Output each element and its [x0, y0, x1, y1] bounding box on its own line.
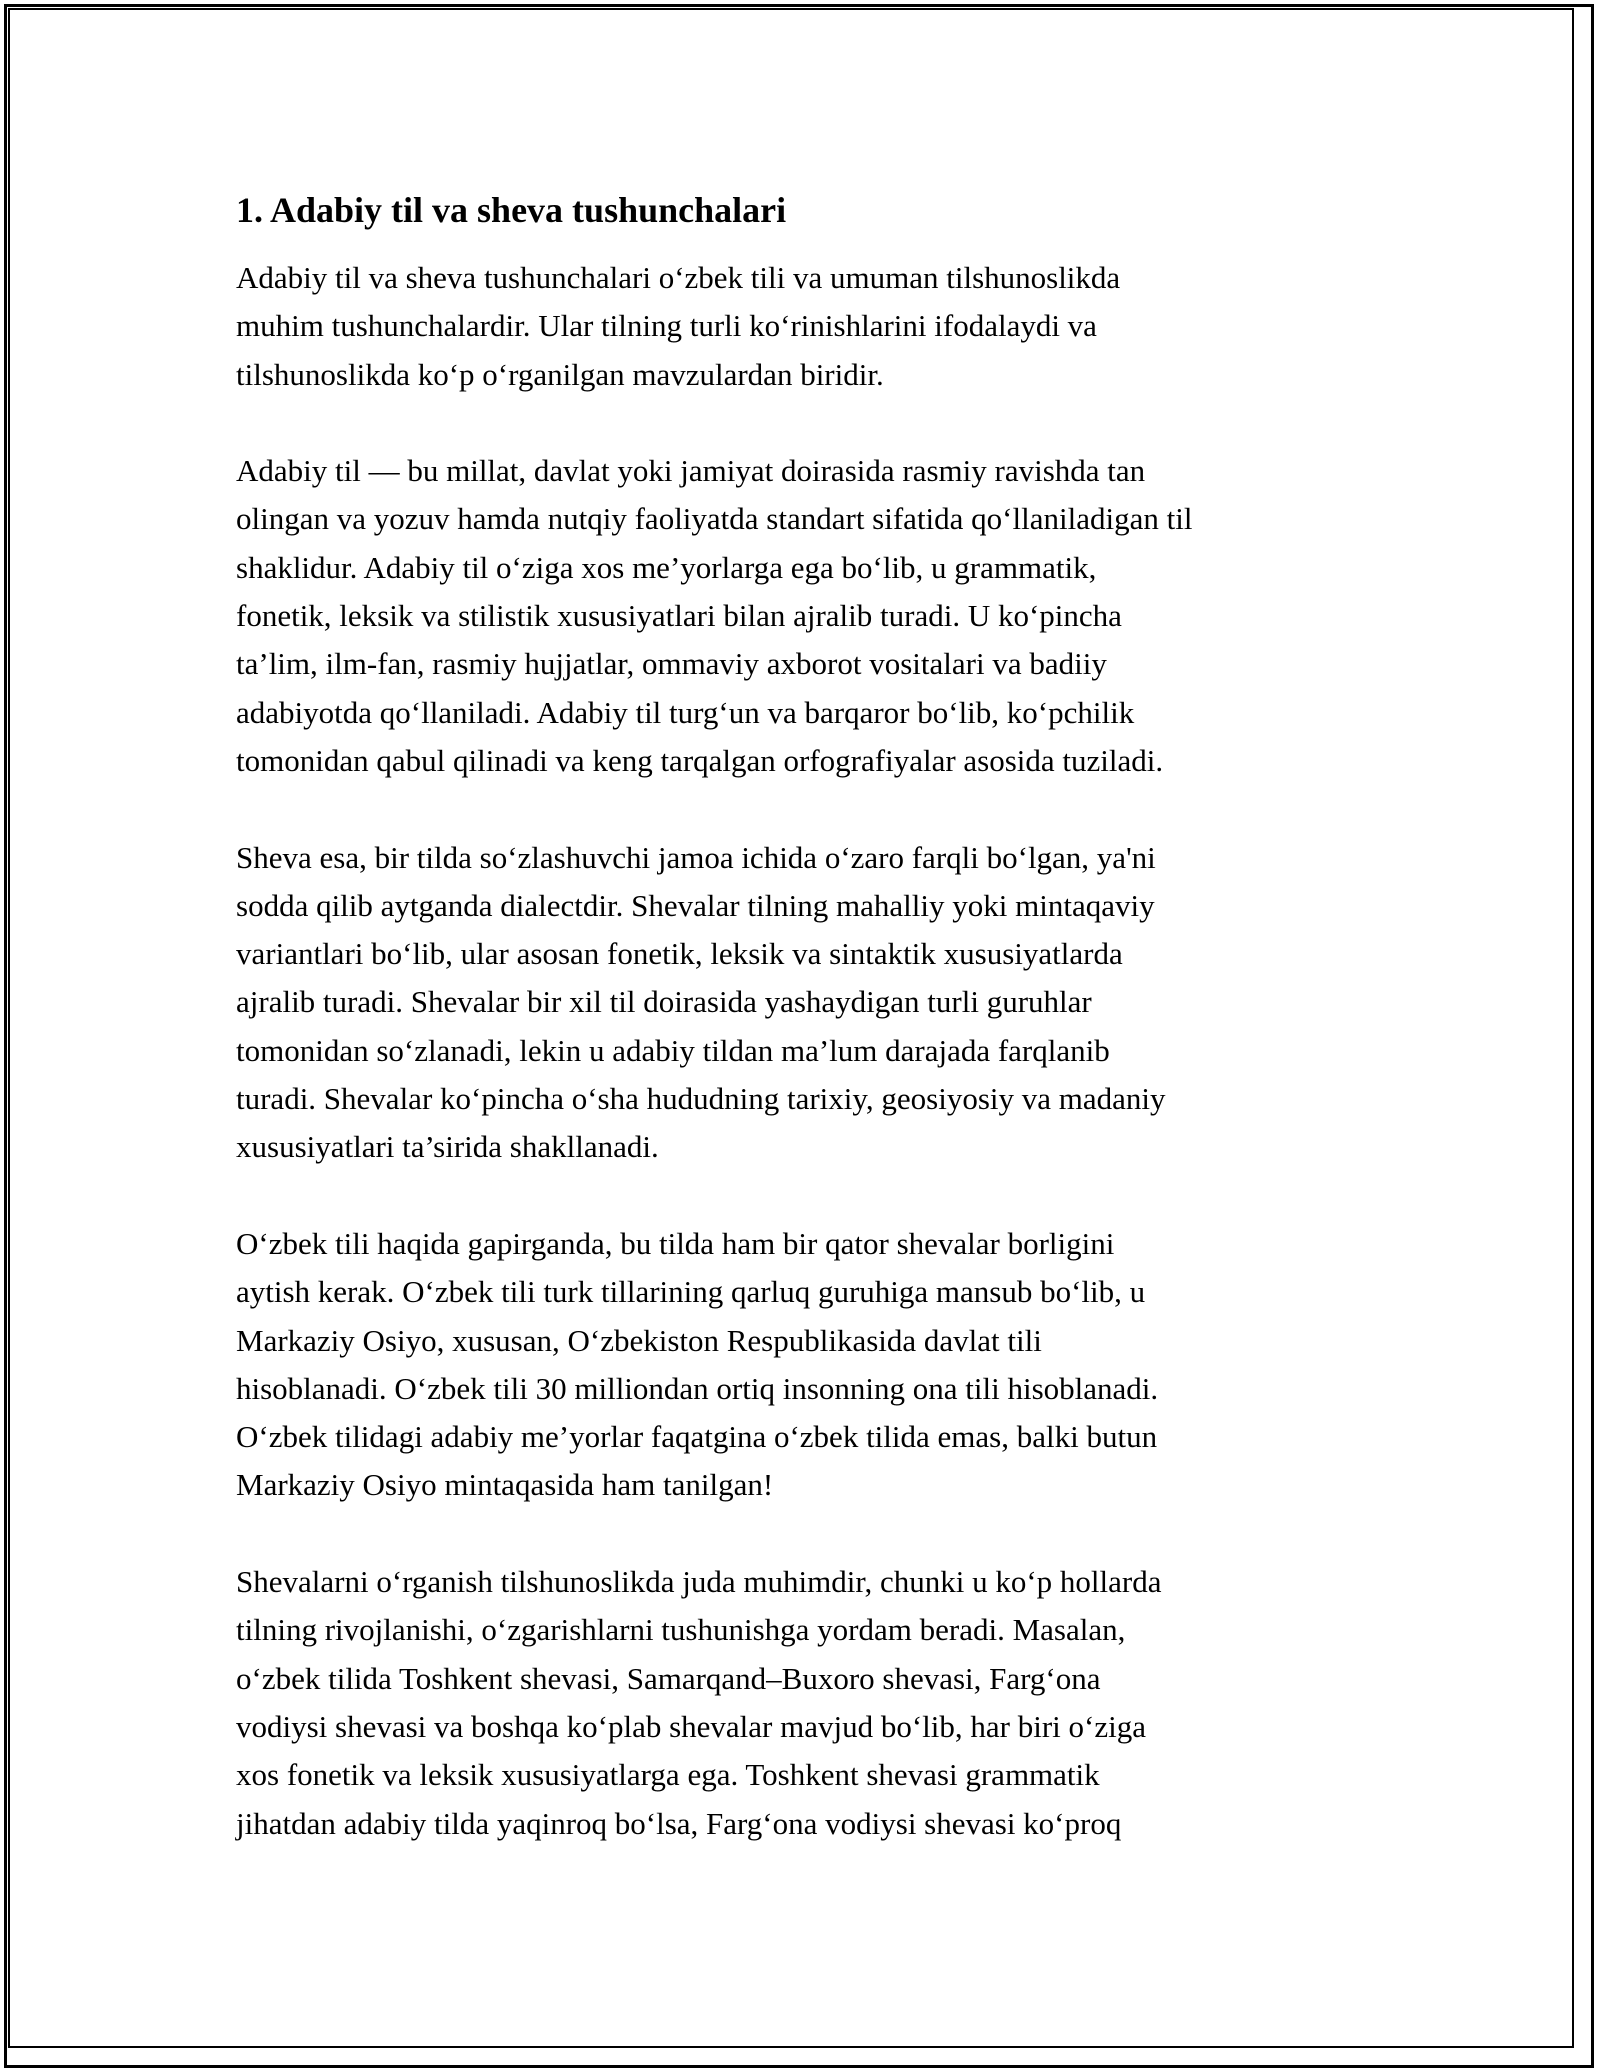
- text-line: tomonidan qabul qilinadi va keng tarqalgan orfografiyalar asosida tuziladi.: [236, 742, 1164, 778]
- text-line: olingan va yozuv hamda nutqiy faoliyatda standart sifatida qo‘llaniladigan til: [236, 501, 1193, 537]
- text-line: O‘zbek tili haqida gapirganda, bu tilda ham bir qator shevalar borligini: [236, 1225, 1115, 1261]
- text-line: ta’lim, ilm-fan, rasmiy hujjatlar, ommaviy axborot vositalari va badiiy: [236, 646, 1107, 682]
- text-line: Sheva esa, bir tilda so‘zlashuvchi jamoa ichida o‘zaro farqli bo‘lgan, ya'ni: [236, 839, 1156, 875]
- text-line: turadi. Shevalar ko‘pincha o‘sha hududning tarixiy, geosiyosiy va madaniy: [236, 1081, 1166, 1117]
- text-line: ajralib turadi. Shevalar bir xil til doirasida yashaydigan turli guruhlar: [236, 984, 1092, 1020]
- text-line: vodiysi shevasi va boshqa ko‘plab shevalar mavjud bo‘lib, har biri o‘ziga: [236, 1708, 1146, 1744]
- paragraph-adabiy-til: [236, 447, 1376, 785]
- text-line: fonetik, leksik va stilistik xususiyatlari bilan ajralib turadi. U ko‘pincha: [236, 598, 1122, 634]
- text-line: variantlari bo‘lib, ular asosan fonetik, leksik va sintaktik xususiyatlarda: [236, 936, 1123, 972]
- text-line: o‘zbek tilida Toshkent shevasi, Samarqand–Buxoro shevasi, Farg‘ona: [236, 1660, 1101, 1696]
- document-body: [236, 186, 1376, 1896]
- text-line: Adabiy til — bu millat, davlat yoki jamiyat doirasida rasmiy ravishda tan: [236, 453, 1146, 489]
- text-line: Adabiy til va sheva tushunchalari o‘zbek tili va umuman tilshunoslikda: [236, 260, 1121, 295]
- paragraph-shevalarni-organish: [236, 1558, 1376, 1848]
- text-line: tomonidan so‘zlanadi, lekin u adabiy tildan ma’lum darajada farqlanib: [236, 1032, 1110, 1068]
- text-line: sodda qilib aytganda dialectdir. Shevalar tilning mahalliy yoki mintaqaviy: [236, 887, 1155, 923]
- text-line: adabiyotda qo‘llaniladi. Adabiy til turg‘un va barqaror bo‘lib, ko‘pchilik: [236, 694, 1135, 730]
- paragraph-sheva: [236, 834, 1376, 1172]
- paragraph-intro: [236, 254, 1376, 399]
- text-line: xususiyatlari ta’sirida shakllanadi.: [236, 1129, 659, 1165]
- text-line: Markaziy Osiyo mintaqasida ham tanilgan!: [236, 1467, 774, 1503]
- text-line: hisoblanadi. O‘zbek tili 30 milliondan ortiq insonning ona tili hisoblanadi.: [236, 1370, 1159, 1406]
- text-line: muhim tushunchalardir. Ular tilning turli ko‘rinishlarini ifodalaydi va: [236, 308, 1097, 344]
- text-line: aytish kerak. O‘zbek tili turk tillarining qarluq guruhiga mansub bo‘lib, u: [236, 1274, 1146, 1310]
- text-line: shaklidur. Adabiy til o‘ziga xos me’yorlarga ega bo‘lib, u grammatik,: [236, 549, 1097, 585]
- text-line: tilning rivojlanishi, o‘zgarishlarni tushunishga yordam beradi. Masalan,: [236, 1612, 1126, 1648]
- text-line: jihatdan adabiy tilda yaqinroq bo‘lsa, Farg‘ona vodiysi shevasi ko‘proq: [236, 1805, 1122, 1841]
- paragraph-ozbek-tili: [236, 1220, 1376, 1510]
- text-line: Markaziy Osiyo, xususan, O‘zbekiston Respublikasida davlat tili: [236, 1322, 1042, 1358]
- text-line: O‘zbek tilidagi adabiy me’yorlar faqatgina o‘zbek tilida emas, balki butun: [236, 1419, 1158, 1455]
- text-line: Shevalarni o‘rganish tilshunoslikda juda muhimdir, chunki u ko‘p hollarda: [236, 1564, 1162, 1600]
- section-heading: 1. Adabiy til va sheva tushunchalari: [236, 190, 787, 230]
- text-line: tilshunoslikda ko‘p o‘rganilgan mavzulardan biridir.: [236, 356, 884, 392]
- text-line: xos fonetik va leksik xususiyatlarga ega. Toshkent shevasi grammatik: [236, 1757, 1100, 1793]
